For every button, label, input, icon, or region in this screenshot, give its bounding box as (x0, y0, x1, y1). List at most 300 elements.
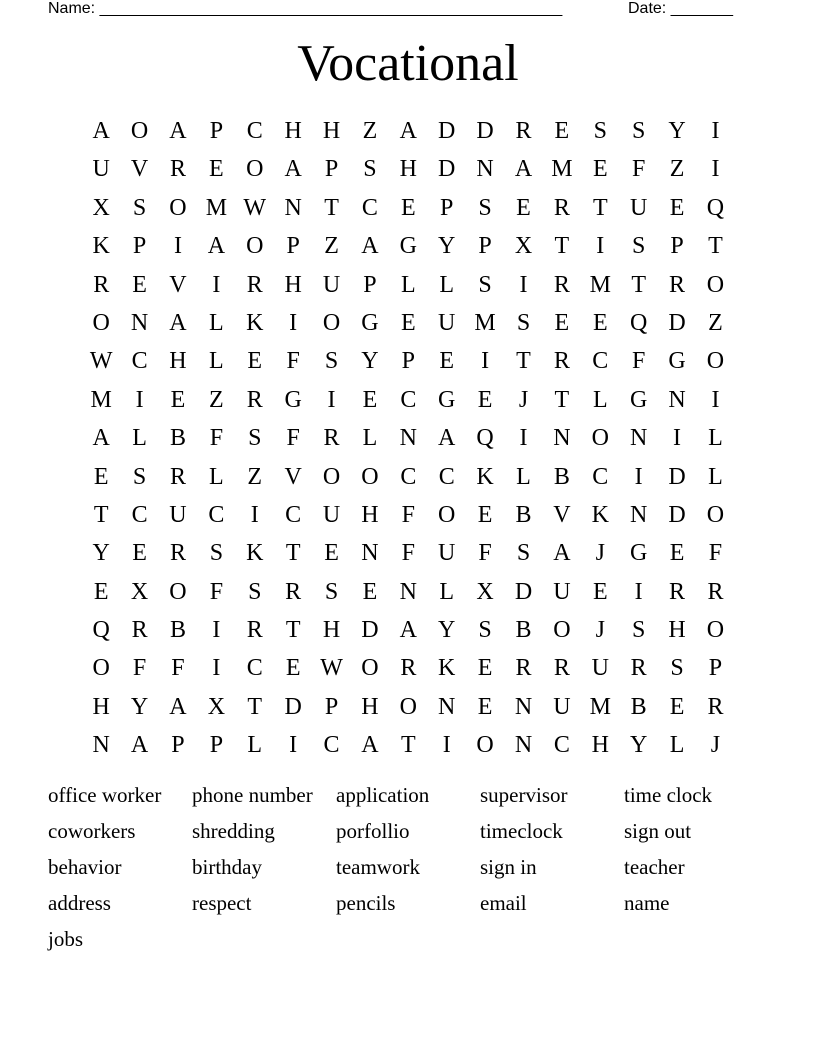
grid-letter: R (131, 617, 148, 644)
grid-letter: F (631, 348, 646, 375)
grid-letter: X (514, 233, 533, 260)
grid-letter: S (670, 655, 684, 682)
grid-letter: R (553, 348, 570, 375)
grid-letter: L (209, 309, 224, 336)
grid-letter: R (169, 156, 186, 183)
grid-letter: A (169, 118, 187, 144)
word-list-item: sign in (480, 855, 537, 879)
grid-letter: O (92, 655, 110, 682)
grid-letter: N (284, 194, 302, 221)
grid-letter: E (362, 386, 378, 413)
grid-letter: X (476, 578, 494, 605)
word-list-item: sign out (624, 819, 692, 843)
grid-letter: S (132, 194, 147, 221)
word-list-item: teamwork (336, 855, 420, 879)
grid-letter: R (515, 655, 532, 682)
grid-letter: I (135, 386, 144, 413)
grid-letter: D (284, 693, 302, 720)
grid-letter: T (554, 233, 570, 260)
grid-letter: E (592, 156, 608, 183)
grid-letter: Q (476, 425, 494, 452)
grid-letter: Q (706, 194, 725, 221)
grid-letter: S (516, 540, 531, 567)
grid-letter: H (361, 501, 379, 528)
grid-letter: I (519, 425, 528, 452)
grid-letter: N (399, 578, 417, 605)
word-list-item: shredding (192, 819, 275, 843)
grid-letter: L (708, 425, 723, 452)
grid-letter: M (90, 386, 112, 413)
grid-letter: C (131, 501, 148, 528)
grid-letter: A (169, 309, 187, 336)
grid-row (82, 573, 735, 611)
grid-letter: I (212, 617, 221, 644)
grid-letter: F (401, 501, 415, 528)
grid-letter: Y (361, 348, 379, 375)
grid-letter: S (132, 463, 147, 490)
grid-row (82, 189, 735, 227)
grid-letter: I (212, 271, 221, 298)
grid-letter: Z (669, 156, 685, 183)
grid-letter: I (711, 386, 720, 413)
grid-letter: K (476, 463, 494, 490)
grid-letter: J (518, 386, 529, 413)
grid-letter: X (130, 578, 149, 605)
grid-letter: R (285, 578, 302, 605)
grid-letter: O (706, 348, 725, 375)
grid-letter: A (399, 118, 417, 144)
grid-letter: G (361, 309, 379, 336)
grid-letter: N (629, 425, 648, 452)
grid-letter: S (478, 617, 492, 644)
grid-letter: H (284, 118, 302, 144)
grid-letter: P (670, 233, 684, 260)
grid-letter: F (171, 655, 185, 682)
grid-letter: E (132, 540, 147, 567)
grid-letter: O (246, 233, 264, 260)
grid-letter: F (209, 578, 224, 605)
grid-letter: Y (92, 540, 110, 567)
word-list-item: email (480, 891, 527, 915)
grid-letter: U (322, 501, 341, 528)
grid-letter: A (130, 732, 149, 759)
word-list (48, 780, 768, 960)
grid-letter: B (169, 617, 186, 644)
word-list-item: birthday (192, 855, 262, 879)
grid-row (82, 266, 735, 304)
grid-letter: H (399, 156, 417, 183)
grid-letter: C (553, 732, 570, 759)
word-list-item: supervisor (480, 783, 568, 807)
grid-letter: P (286, 233, 300, 260)
grid-letter: L (362, 425, 378, 452)
word-list-item: time clock (624, 783, 713, 807)
grid-letter: C (246, 118, 263, 144)
grid-letter: I (212, 655, 221, 682)
grid-letter: A (92, 425, 110, 452)
grid-letter: I (481, 348, 490, 375)
grid-letter: U (169, 501, 187, 528)
grid-letter: T (592, 194, 608, 221)
grid-letter: B (630, 693, 647, 720)
grid-letter: P (209, 118, 224, 144)
grid-letter: I (289, 309, 298, 336)
grid-letter: N (553, 425, 571, 452)
grid-letter: R (553, 271, 570, 298)
grid-letter: I (519, 271, 528, 298)
grid-letter: M (589, 271, 611, 298)
grid-letter: E (477, 693, 493, 720)
grid-letter: N (361, 540, 379, 567)
grid-letter: A (553, 540, 571, 567)
grid-row (82, 458, 735, 496)
grid-letter: C (361, 194, 378, 221)
grid-letter: C (438, 463, 455, 490)
grid-letter: T (247, 693, 263, 720)
grid-letter: U (438, 540, 456, 567)
grid-letter: E (132, 271, 147, 298)
grid-letter: O (130, 118, 149, 144)
grid-letter: I (711, 118, 720, 144)
grid-letter: P (209, 732, 224, 759)
grid-letter: K (246, 540, 264, 567)
grid-letter: R (553, 194, 570, 221)
grid-letter: O (476, 732, 494, 759)
grid-letter: F (478, 540, 492, 567)
grid-letter: R (246, 386, 263, 413)
grid-letter: E (477, 501, 493, 528)
grid-letter: D (438, 156, 456, 183)
grid-letter: W (243, 194, 267, 221)
grid-letter: O (706, 617, 725, 644)
grid-letter: T (708, 233, 723, 260)
grid-letter: E (170, 386, 186, 413)
grid-letter: P (132, 233, 147, 260)
grid-letter: G (438, 386, 456, 413)
grid-letter: A (361, 233, 379, 260)
grid-letter: S (593, 118, 607, 144)
grid-letter: P (324, 693, 339, 720)
grid-letter: C (131, 348, 148, 375)
grid-row (82, 381, 735, 419)
grid-letter: A (207, 233, 226, 260)
grid-row (82, 496, 735, 534)
grid-letter: C (323, 732, 340, 759)
grid-letter: Z (362, 118, 378, 144)
grid-letter: H (591, 732, 609, 759)
grid-letter: F (209, 425, 224, 452)
grid-letter: E (554, 309, 570, 336)
grid-letter: E (592, 309, 608, 336)
grid-letter: J (710, 732, 721, 759)
grid-letter: M (551, 156, 573, 183)
grid-letter: T (516, 348, 531, 375)
grid-letter: H (169, 348, 187, 375)
grid-letter: A (169, 693, 187, 720)
grid-letter: L (439, 271, 455, 298)
grid-letter: I (634, 463, 643, 490)
grid-letter: A (438, 425, 456, 452)
grid-letter: D (514, 578, 533, 605)
grid-letter: N (438, 693, 456, 720)
grid-row (82, 227, 735, 265)
grid-letter: O (169, 578, 187, 605)
grid-letter: G (284, 386, 302, 413)
grid-letter: S (248, 578, 262, 605)
grid-letter: W (320, 655, 343, 682)
grid-letter: R (630, 655, 647, 682)
grid-letter: W (89, 348, 113, 375)
grid-letter: N (514, 732, 533, 759)
word-list-item: name (624, 891, 670, 915)
grid-letter: O (92, 309, 110, 336)
word-list-item: behavior (48, 855, 122, 879)
grid-letter: H (322, 617, 341, 644)
grid-letter: Y (629, 732, 648, 759)
grid-letter: R (553, 655, 570, 682)
grid-letter: Q (629, 309, 648, 336)
grid-letter: S (209, 540, 224, 567)
grid-letter: N (668, 386, 686, 413)
grid-letter: E (477, 655, 493, 682)
grid-letter: O (553, 617, 571, 644)
grid-letter: N (476, 156, 494, 183)
grid-letter: G (629, 386, 648, 413)
grid-letter: A (361, 732, 379, 759)
grid-letter: R (669, 578, 686, 605)
grid-letter: D (361, 617, 379, 644)
grid-letter: O (322, 463, 341, 490)
grid-letter: U (591, 655, 609, 682)
word-list-item: timeclock (480, 819, 563, 843)
grid-letter: Y (438, 233, 456, 260)
grid-letter: C (400, 463, 417, 490)
grid-letter: E (400, 194, 416, 221)
grid-letter: E (592, 578, 608, 605)
word-list-item: respect (192, 891, 252, 915)
grid-letter: V (169, 271, 187, 298)
grid-letter: O (438, 501, 456, 528)
grid-letter: K (92, 233, 110, 260)
grid-letter: V (553, 501, 571, 528)
grid-letter: D (668, 463, 686, 490)
grid-letter: L (209, 348, 224, 375)
grid-letter: K (591, 501, 609, 528)
name-field-label: Name: ____________________________________________________ (48, 0, 563, 17)
word-list-item: teacher (624, 855, 685, 879)
grid-letter: D (476, 118, 494, 144)
grid-row (82, 688, 735, 726)
grid-letter: P (171, 732, 185, 759)
grid-letter: T (285, 540, 301, 567)
grid-letter: S (324, 348, 339, 375)
grid-letter: C (400, 386, 417, 413)
grid-letter: F (631, 156, 646, 183)
grid-letter: N (629, 501, 648, 528)
grid-row (82, 649, 735, 687)
page-title: Vocational (297, 35, 519, 92)
grid-letter: D (438, 118, 456, 144)
grid-row (82, 342, 735, 380)
grid-letter: D (668, 501, 686, 528)
grid-letter: P (401, 348, 415, 375)
word-list-item: address (48, 891, 111, 915)
grid-letter: R (169, 463, 186, 490)
grid-row (82, 534, 735, 572)
letter-grid (82, 112, 735, 765)
grid-letter: L (669, 732, 685, 759)
grid-row (82, 304, 735, 342)
grid-letter: M (474, 309, 496, 336)
grid-letter: E (554, 118, 570, 144)
grid-letter: A (284, 156, 302, 183)
grid-letter: R (323, 425, 340, 452)
grid-letter: I (442, 732, 451, 759)
grid-letter: N (514, 693, 533, 720)
word-list-item: office worker (48, 783, 162, 807)
grid-letter: Z (247, 463, 263, 490)
grid-letter: C (592, 348, 609, 375)
grid-letter: C (208, 501, 225, 528)
grid-letter: G (399, 233, 417, 260)
grid-letter: T (93, 501, 109, 528)
grid-letter: U (629, 194, 648, 221)
grid-row (82, 611, 735, 649)
grid-letter: D (668, 309, 686, 336)
grid-letter: F (401, 540, 415, 567)
grid-letter: N (92, 732, 110, 759)
grid-letter: P (363, 271, 377, 298)
grid-letter: P (440, 194, 454, 221)
grid-letter: S (248, 425, 262, 452)
grid-letter: U (553, 693, 571, 720)
grid-letter: I (250, 501, 259, 528)
grid-letter: S (516, 309, 531, 336)
grid-letter: P (478, 233, 492, 260)
grid-letter: C (285, 501, 302, 528)
grid-letter: L (708, 463, 723, 490)
grid-letter: S (631, 118, 646, 144)
grid-letter: E (669, 540, 685, 567)
word-list-item: phone number (192, 783, 313, 807)
grid-letter: O (399, 693, 417, 720)
grid-letter: Z (209, 386, 224, 413)
header (48, 0, 748, 20)
grid-row (82, 726, 735, 764)
grid-letter: O (361, 655, 379, 682)
grid-letter: E (477, 386, 493, 413)
grid-letter: H (322, 118, 341, 144)
grid-letter: T (631, 271, 646, 298)
grid-letter: E (669, 693, 685, 720)
grid-letter: S (324, 578, 339, 605)
grid-letter: R (400, 655, 417, 682)
grid-letter: S (478, 271, 492, 298)
grid-letter: J (595, 540, 605, 567)
grid-letter: S (631, 617, 646, 644)
grid-row (82, 112, 735, 150)
grid-letter: T (400, 732, 416, 759)
grid-letter: U (92, 156, 110, 183)
grid-letter: R (93, 271, 110, 298)
grid-letter: R (169, 540, 186, 567)
grid-letter: F (286, 425, 300, 452)
grid-letter: G (629, 540, 648, 567)
grid-row (82, 419, 735, 457)
grid-letter: U (322, 271, 341, 298)
grid-letter: L (516, 463, 531, 490)
grid-letter: E (324, 540, 339, 567)
grid-letter: E (516, 194, 531, 221)
grid-letter: B (169, 425, 186, 452)
grid-letter: G (668, 348, 686, 375)
grid-letter: H (361, 693, 379, 720)
grid-letter: Z (324, 233, 339, 260)
grid-letter: X (92, 194, 110, 221)
grid-letter: H (284, 271, 302, 298)
grid-letter: E (209, 156, 224, 183)
grid-letter: K (246, 309, 264, 336)
grid-letter: L (439, 578, 455, 605)
grid-letter: F (132, 655, 147, 682)
grid-letter: L (400, 271, 416, 298)
grid-letter: O (246, 156, 264, 183)
grid-letter: C (592, 463, 609, 490)
grid-letter: T (554, 386, 570, 413)
grid-letter: L (592, 386, 608, 413)
grid-letter: O (169, 194, 187, 221)
grid-letter: A (399, 617, 417, 644)
grid-letter: A (92, 118, 110, 144)
grid-letter: N (130, 309, 149, 336)
grid-letter: B (515, 501, 532, 528)
grid-letter: I (673, 425, 682, 452)
grid-letter: L (132, 425, 147, 452)
grid-letter: J (595, 617, 605, 644)
grid-letter: F (708, 540, 723, 567)
grid-letter: O (322, 309, 341, 336)
grid-letter: O (706, 271, 725, 298)
word-list-item: pencils (336, 891, 396, 915)
grid-letter: R (707, 693, 724, 720)
grid-letter: V (130, 156, 149, 183)
grid-letter: S (363, 156, 377, 183)
grid-letter: C (246, 655, 263, 682)
grid-letter: I (173, 233, 182, 260)
grid-letter: E (93, 578, 109, 605)
grid-letter: S (478, 194, 492, 221)
grid-letter: E (439, 348, 455, 375)
grid-letter: A (514, 156, 533, 183)
grid-letter: M (589, 693, 611, 720)
grid-letter: E (400, 309, 416, 336)
grid-letter: P (324, 156, 339, 183)
grid-letter: L (209, 463, 224, 490)
grid-row (82, 150, 735, 188)
grid-letter: S (631, 233, 646, 260)
grid-letter: F (286, 348, 300, 375)
grid-letter: Q (92, 617, 110, 644)
word-list-item: jobs (48, 927, 84, 951)
grid-letter: H (668, 617, 686, 644)
grid-letter: U (438, 309, 456, 336)
grid-letter: O (591, 425, 609, 452)
grid-letter: I (596, 233, 605, 260)
grid-letter: E (669, 194, 685, 221)
grid-letter: V (284, 463, 302, 490)
grid-letter: B (515, 617, 532, 644)
grid-letter: B (553, 463, 570, 490)
